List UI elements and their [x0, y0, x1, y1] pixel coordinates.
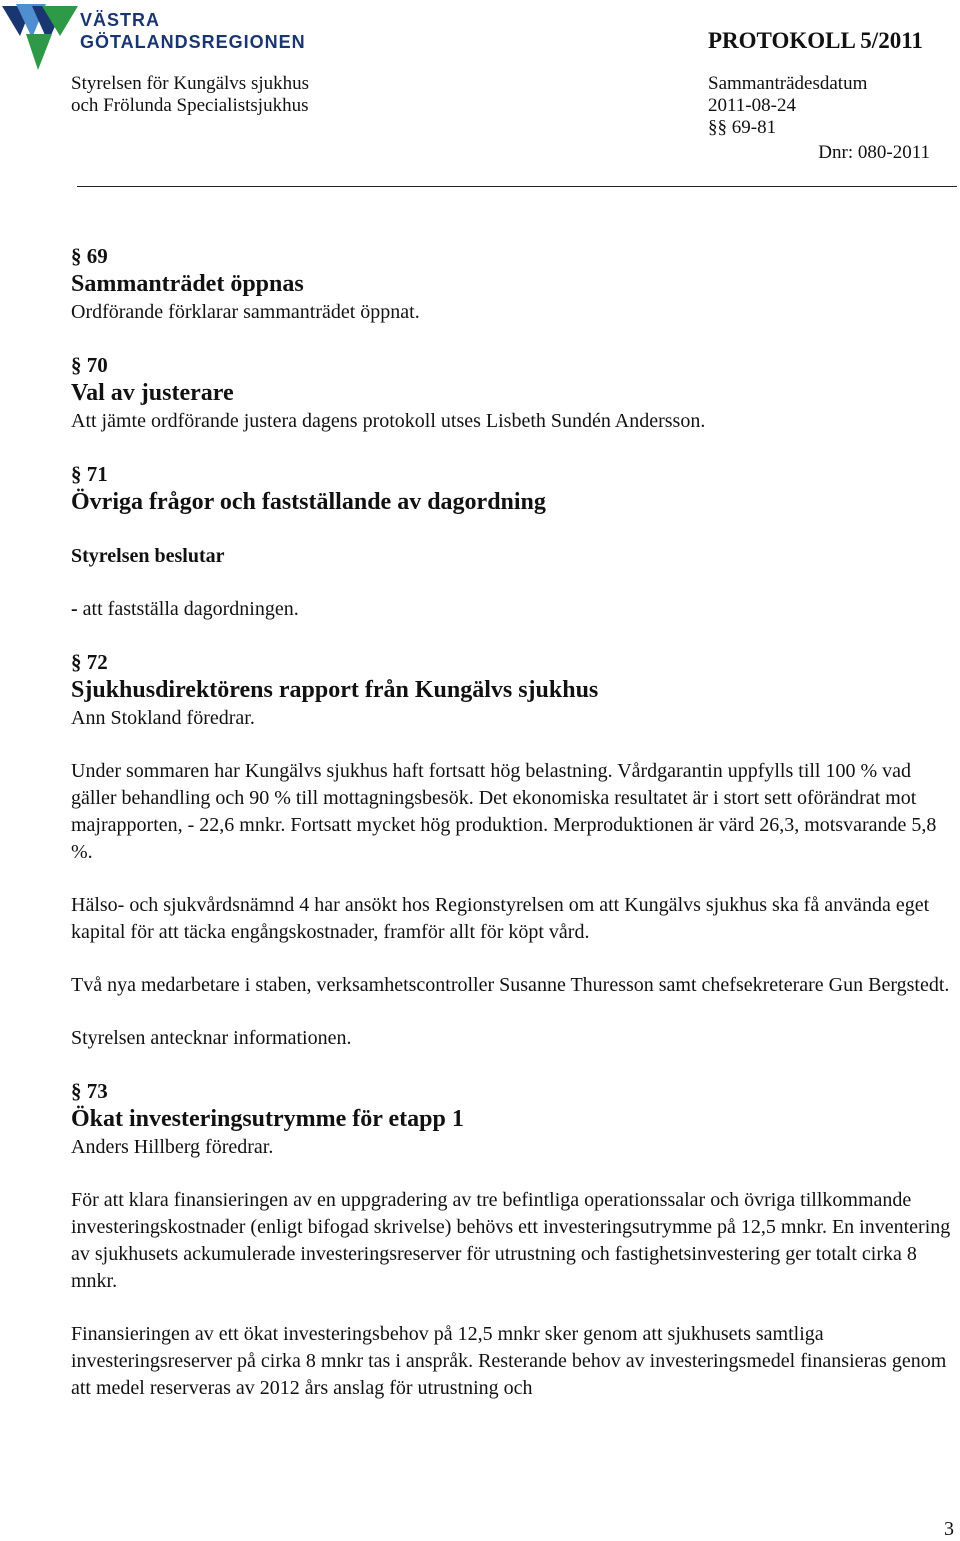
organization-line-1: Styrelsen för Kungälvs sjukhus: [71, 73, 310, 94]
vgr-logo-mark-icon: [2, 2, 78, 72]
section-number: § 70: [71, 353, 108, 377]
section-71: [71, 461, 951, 623]
section-72: [71, 649, 951, 1052]
section-number: § 69: [71, 244, 108, 268]
section-paragraph: Under sommaren har Kungälvs sjukhus haft fortsatt hög belastning. Vårdgarantin uppfylls till 100 % vad gäller behandling och 90 % till mottagningsbesök. Det ekonomiska resultatet är i stort sett oförändrat mot majrapporten, - 22,6 mnkr. Fortsatt mycket hög produktion. Merproduktionen är värd 26,3, motsvarande 5,8 %.: [71, 760, 937, 863]
logo-text-line1: VÄSTRA: [80, 10, 161, 30]
section-number: § 73: [71, 1079, 108, 1103]
meeting-date-value: 2011-08-24: [708, 95, 796, 116]
decision-text: att fastställa dagordningen.: [77, 598, 299, 620]
section-paragraph: Att jämte ordförande justera dagens protokoll utses Lisbeth Sundén Andersson.: [71, 410, 706, 432]
meeting-date-label: Sammanträdesdatum: [708, 73, 868, 94]
section-number: § 71: [71, 462, 108, 486]
page-number: 3: [944, 1518, 954, 1540]
protocol-body: [71, 243, 951, 1402]
section-paragraph: Finansieringen av ett ökat investeringsbehov på 12,5 mnkr sker genom att sjukhusets samtliga investeringsreserver på cirka 8 mnkr tas i anspråk. Resterande behov av investeringsmedel finansieras genom att medel reserveras av 2012 års anslag för utrustning och: [71, 1323, 947, 1399]
section-paragraph: Två nya medarbetare i staben, verksamhetscontroller Susanne Thuresson samt chefsekreterare Gun Bergstedt.: [71, 974, 950, 996]
section-paragraph: Ordförande förklarar sammanträdet öppnat.: [71, 301, 420, 323]
organization-block: [71, 73, 309, 117]
section-title: Övriga frågor och fastställande av dagordning: [71, 489, 546, 515]
organization-line-2: och Frölunda Specialistsjukhus: [71, 95, 309, 116]
section-paragraph: Styrelsen antecknar informationen.: [71, 1027, 352, 1049]
document-title: PROTOKOLL 5/2011: [708, 28, 923, 53]
section-69: [71, 243, 951, 326]
section-paragraph: Hälso- och sjukvårdsnämnd 4 har ansökt hos Regionstyrelsen om att Kungälvs sjukhus ska få använda eget kapital för att täcka engångskostnader, framför allt för köpt vård.: [71, 894, 930, 943]
section-presenter: Anders Hillberg föredrar.: [71, 1136, 274, 1158]
decision-dash: -: [71, 598, 78, 620]
meeting-info-block: [708, 73, 867, 139]
section-73: [71, 1078, 951, 1402]
section-title: Val av justerare: [71, 380, 234, 406]
header-divider: [77, 186, 957, 187]
section-title: Sammanträdet öppnas: [71, 271, 304, 297]
section-paragraph: För att klara finansieringen av en uppgradering av tre befintliga operationssalar och övriga tillkommande investeringskostnader (enligt bifogad skrivelse) behövs ett investeringsutrymme på 12,5 mnkr. En inventering av sjukhusets ackumulerade investeringsreserver för utrustning och fastighetsinvestering ger totalt cirka 8 mnkr.: [71, 1189, 951, 1292]
paragraph-range: §§ 69-81: [708, 117, 777, 138]
logo-text-line2: GÖTALANDSREGIONEN: [80, 32, 306, 52]
section-70: [71, 352, 951, 435]
dnr-number: Dnr: 080-2011: [818, 142, 930, 163]
section-number: § 72: [71, 650, 108, 674]
section-title: Ökat investeringsutrymme för etapp 1: [71, 1106, 464, 1132]
decision-item: [71, 596, 951, 623]
decision-heading: Styrelsen beslutar: [71, 545, 225, 567]
section-presenter: Ann Stokland föredrar.: [71, 707, 255, 729]
section-title: Sjukhusdirektörens rapport från Kungälvs sjukhus: [71, 677, 599, 703]
vgr-logo: [0, 0, 340, 72]
